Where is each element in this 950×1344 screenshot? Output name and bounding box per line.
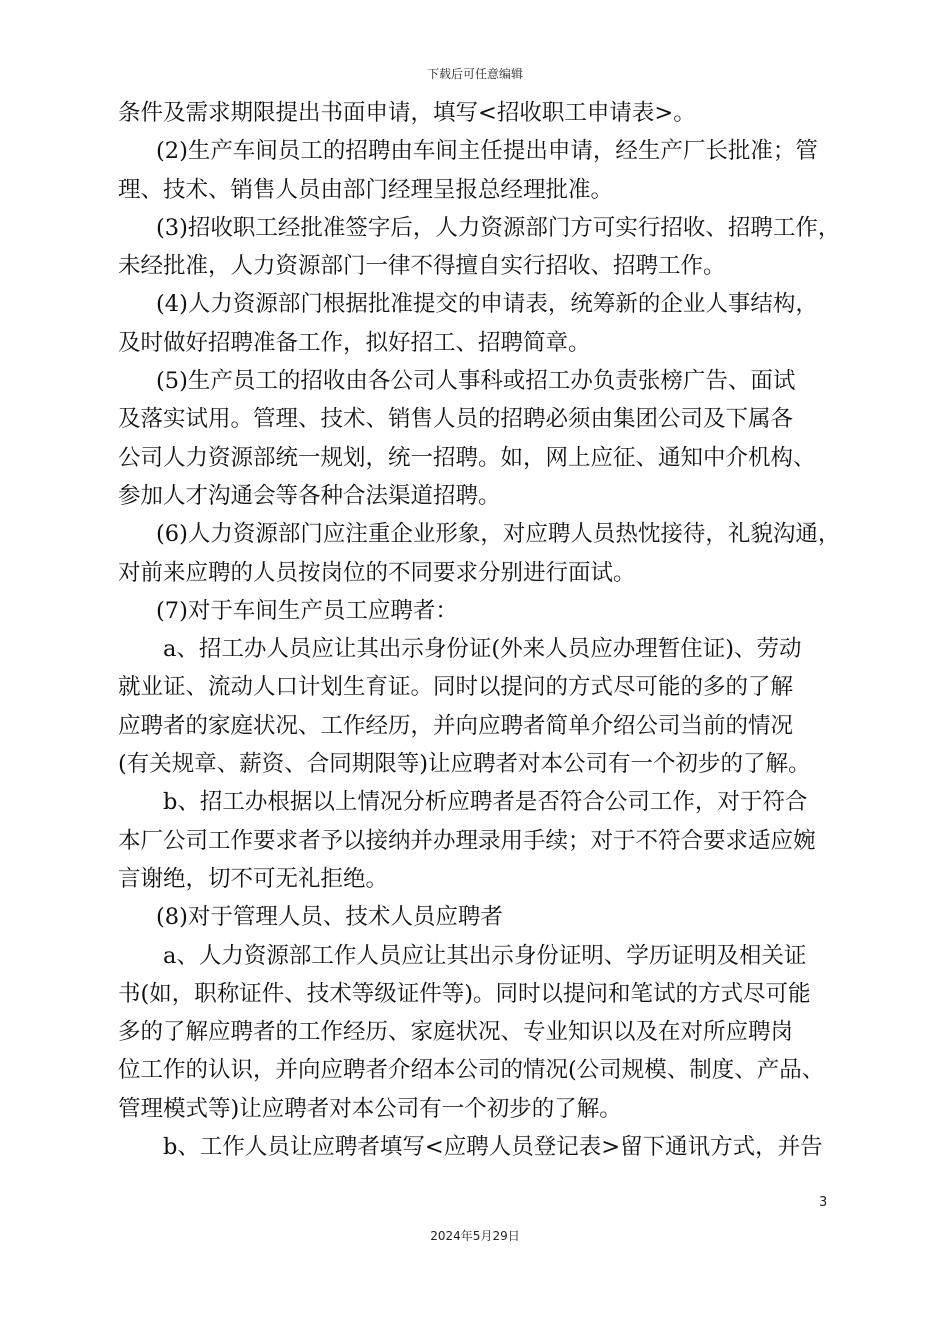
text-line: 及落实试用。管理、技术、销售人员的招聘必须由集团公司及下属各 <box>118 406 794 433</box>
document-body <box>118 94 841 1166</box>
text-line: 对前来应聘的人员按岗位的不同要求分别进行面试。 <box>118 559 636 586</box>
text-line: 就业证、流动人口计划生育证。同时以提问的方式尽可能的多的了解 <box>118 674 794 701</box>
text-line: (8)对于管理人员、技术人员应聘者 <box>156 904 503 931</box>
text-line: 管理模式等)让应聘者对本公司有一个初步的了解。 <box>118 1095 622 1122</box>
text-line: (5)生产员工的招收由各公司人事科或招工办负责张榜广告、面试 <box>156 368 796 395</box>
text-line: 公司人力资源部统一规划，统一招聘。如，网上应征、通知中介机构、 <box>118 444 816 471</box>
text-line: 多的了解应聘者的工作经历、家庭状况、专业知识以及在对所应聘岗 <box>118 1019 794 1046</box>
footer-date: 2024年5月29日 <box>430 1229 520 1243</box>
text-line: 应聘者的家庭状况、工作经历，并向应聘者简单介绍公司当前的情况 <box>118 712 794 739</box>
text-line: (3)招收职工经批准签字后，人力资源部门方可实行招收、招聘工作， <box>156 214 841 241</box>
page-number: 3 <box>819 1195 828 1210</box>
text-line: a、招工办人员应让其出示身份证(外来人员应办理暂住证)、劳动 <box>163 636 802 663</box>
text-line: b、工作人员让应聘者填写<应聘人员登记表>留下通讯方式，并告 <box>163 1134 823 1161</box>
text-line: 言谢绝，切不可无礼拒绝。 <box>118 865 389 892</box>
text-line: 条件及需求期限提出书面申请，填写<招收职工申请表>。 <box>118 100 696 126</box>
text-line: 理、技术、销售人员由部门经理呈报总经理批准。 <box>118 176 614 203</box>
text-line: b、招工办根据以上情况分析应聘者是否符合公司工作，对于符合 <box>163 789 808 816</box>
text-line: 书(如，职称证件、技术等级证件等)。同时以提问和笔试的方式尽可能 <box>118 980 811 1007</box>
page-header: 下载后可任意编辑 <box>426 67 523 81</box>
text-line: (有关规章、薪资、合同期限等)让应聘者对本公司有一个初步的了解。 <box>118 751 811 778</box>
text-line: 本厂公司工作要求者予以接纳并办理录用手续；对于不符合要求适应婉 <box>118 827 816 854</box>
text-line: (4)人力资源部门根据批准提交的申请表，统筹新的企业人事结构， <box>156 291 818 318</box>
text-line: 参加人才沟通会等各种合法渠道招聘。 <box>118 482 501 509</box>
text-line: (2)生产车间员工的招聘由车间主任提出申请，经生产厂长批准；管 <box>156 138 818 165</box>
text-line: a、人力资源部工作人员应让其出示身份证明、学历证明及相关证 <box>163 942 807 969</box>
text-line: 位工作的认识，并向应聘者介绍本公司的情况(公司规模、制度、产品、 <box>118 1057 825 1084</box>
text-line: (7)对于车间生产员工应聘者： <box>156 597 458 624</box>
text-line: 未经批准，人力资源部门一律不得擅自实行招收、招聘工作。 <box>118 253 726 280</box>
text-line: 及时做好招聘准备工作，拟好招工、招聘简章。 <box>118 329 591 356</box>
text-line: (6)人力资源部门应注重企业形象，对应聘人员热忱接待，礼貌沟通， <box>156 521 841 548</box>
